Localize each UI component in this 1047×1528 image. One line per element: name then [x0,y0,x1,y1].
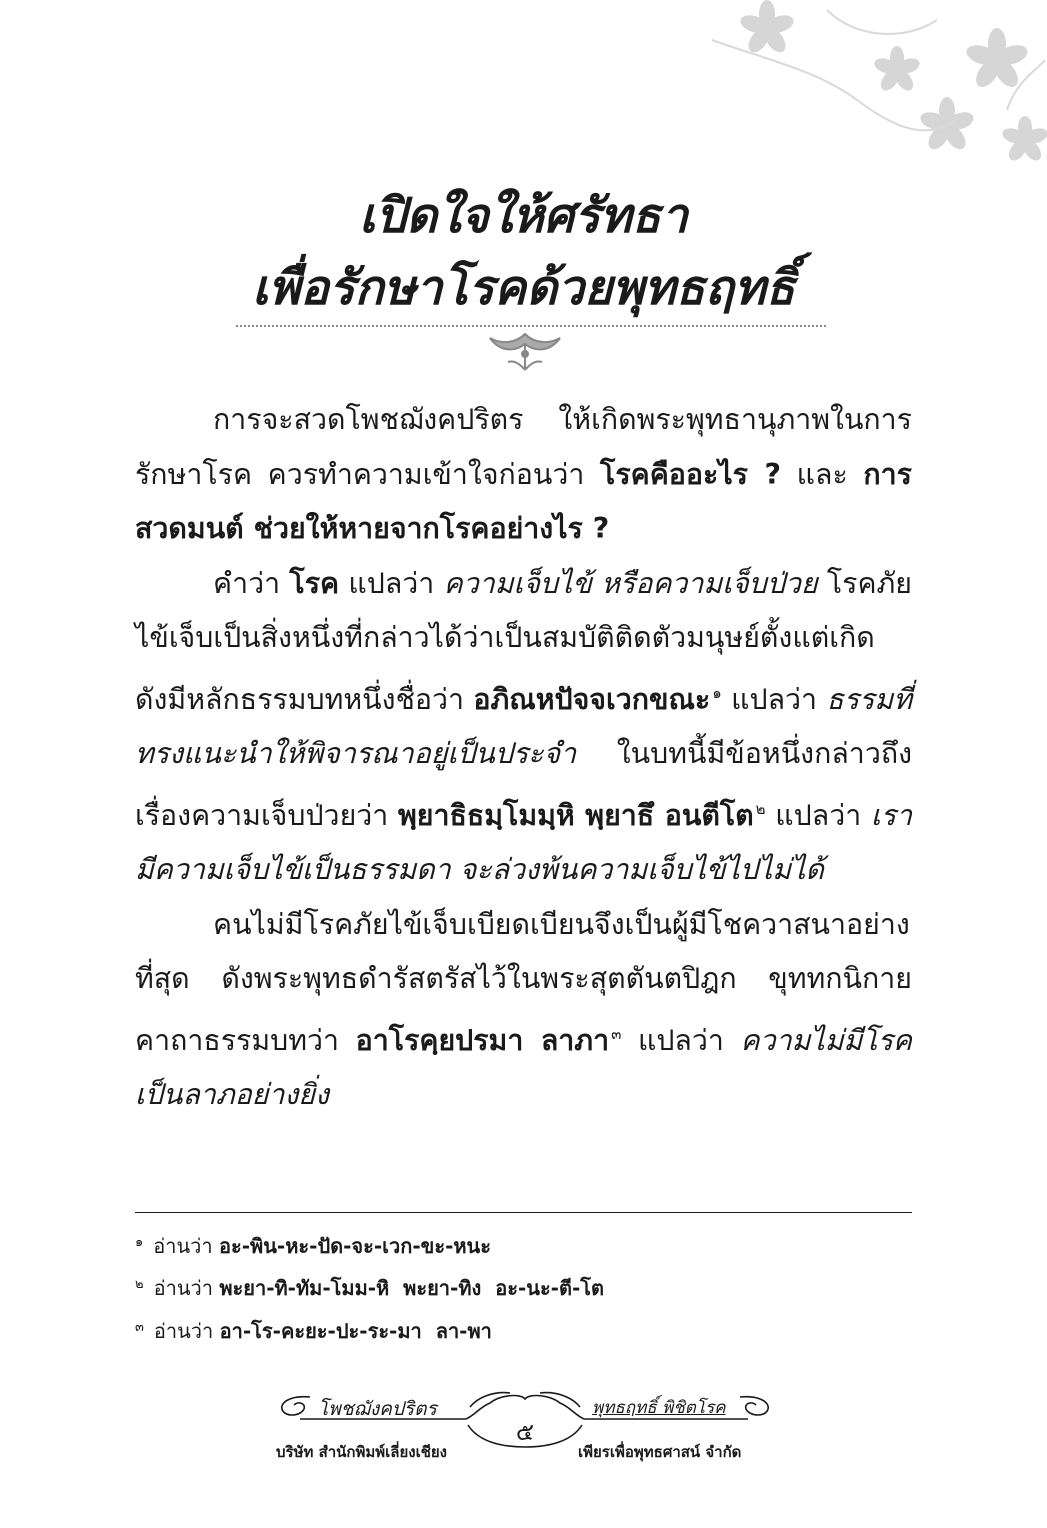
footnote-3 [135,1313,492,1346]
paragraph-2 [135,557,912,898]
text-run: คนไม่มีโรคภัยไข้เจ็บเบียดเบียนจึงเป็นผู้มีโชควาสนาอย่างที่สุด ดังพระพุทธดำรัสตรัสไว้ในพระสุตตันตปิฎก ขุททกนิกาย คาถาธรรมบทว่า [135,907,912,1057]
footnote-prefix: อ่านว่า [153,1319,214,1343]
footnote-2 [135,1270,604,1303]
title-divider [236,325,826,327]
bold-phrase: การสวดมนต์ ช่วยให้หายจากโรคอย่างไร ? [135,457,912,545]
paragraph-3 [135,898,912,1123]
footnote-number: ๑ [135,1235,144,1250]
page-title-line-2: เพื่อรักษาโรคด้วยพุทธฤทธิ์ [252,260,795,316]
footnote-prefix: อ่านว่า [153,1234,213,1258]
text-run: แปลว่า [721,682,827,716]
page-title-line-1: เปิดใจให้ศรัทธา [359,188,688,244]
text-run: แปลว่า [621,1023,741,1057]
text-run: แปลว่า [339,566,444,600]
footnote-number: ๓ [135,1320,144,1335]
italic-phrase: ความไม่มีโรคเป็นลาภอย่างยิ่ง [135,1023,912,1111]
bold-phrase: โรคคืออะไร ? [600,457,781,491]
footnote-reading: พะยา-ทิ-ทัม-โมม-หิ พะยา-ทิง อะ-นะ-ตี-โต [219,1276,604,1300]
italic-phrase: เรามีความเจ็บไข้เป็นธรรมดา จะล่วงพ้นความเจ็บไข้ไปไม่ได้ [135,798,912,886]
article-body [135,393,912,1123]
footnote-divider [135,1212,912,1213]
bold-phrase: อภิณหปัจจเวกขณะ [473,682,711,716]
footnote-reading: อา-โร-คะยะ-ปะ-ระ-มา ลา-พา [219,1319,492,1343]
footnote-ref-3[interactable]: ๓ [611,1024,622,1043]
ornament-divider-icon [470,330,580,376]
footnote-ref-2[interactable]: ๒ [755,799,766,818]
text-run: ในบทนี้มีข้อหนึ่งกล่าวถึงเรื่องความเจ็บป่วยว่า [135,737,912,832]
bold-phrase: โรค [289,566,340,600]
text-run: แปลว่า [765,798,871,832]
paragraph-1 [135,393,912,557]
footnote-number: ๒ [135,1277,144,1292]
text-run: และ [781,457,864,491]
footnote-reading: อะ-พิน-หะ-ปัด-จะ-เวก-ขะ-หนะ [219,1234,491,1258]
footnote-1 [135,1228,491,1261]
footer-book-title: โพชฌังคปริตร [318,1398,437,1420]
footnote-ref-1[interactable]: ๑ [712,683,722,702]
page-number: ๕ [515,1418,535,1446]
italic-phrase: ความเจ็บไข้ หรือความเจ็บป่วย [443,566,818,600]
text-run: โรคภัยไข้เจ็บเป็นสิ่งหนึ่งที่กล่าวได้ว่าเป็นสมบัติติดตัวมนุษย์ตั้งแต่เกิด ดังมีหลักธรรมบทหนึ่งชื่อว่า [135,566,912,716]
bold-phrase: พฺยาธิธมฺโมมฺหิ พฺยาธึ อนตีโต [397,798,754,832]
italic-phrase: ธรรมที่ทรงแนะนำให้พิจารณาอยู่เป็นประจำ [135,682,912,770]
text-run: การจะสวดโพชฌังคปริตร ให้เกิดพระพุทธานุภาพในการรักษาโรค ควรทำความเข้าใจก่อนว่า [135,403,912,491]
footnote-prefix: อ่านว่า [153,1276,213,1300]
footer-publisher-left: บริษัท สำนักพิมพ์เลี่ยงเชียง [276,1443,448,1461]
text-run: คำว่า [213,566,290,600]
footer-book-subtitle: พุทธฤทธิ์ พิชิตโรค [592,1398,726,1418]
floral-corner-icon [707,0,1047,170]
footer-publisher-right: เพียรเพื่อพุทธศาสน์ จำกัด [578,1443,742,1461]
bold-phrase: อาโรคฺยปรมา ลาภา [355,1023,610,1057]
